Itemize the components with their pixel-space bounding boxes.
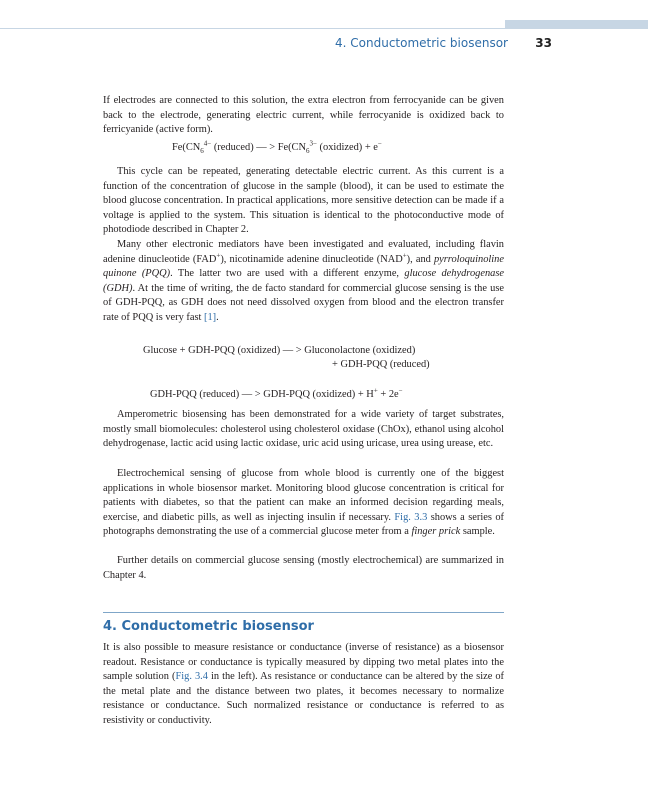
equation-gdh-pqq: GDH-PQQ (reduced) — > GDH-PQQ (oxidized) + H+ + 2e− <box>150 386 403 400</box>
reference-link-1[interactable]: [1] <box>204 311 217 323</box>
equation-glucose-line1: Glucose + GDH-PQQ (oxidized) — > Gluconolactone (oxidized) <box>143 345 416 356</box>
section-heading: 4. Conductometric biosensor <box>103 619 314 634</box>
section-divider <box>103 612 504 613</box>
page-number: 33 <box>535 36 552 50</box>
paragraph-5: Electrochemical sensing of glucose from whole blood is currently one of the biggest applications in whole biosensor market. Monitoring blood glucose concentration is critical for patients with diabetes, so that the patient can make an informed decision regarding meals, exercise, and diabetic pills, as well as injecting insulin if necessary. Fig. 3.3 shows a series of photographs demonstrating the use of a commercial glucose meter from a finger prick sample. <box>103 468 504 538</box>
paragraph-1: If electrodes are connected to this solution, the extra electron from ferrocyanide can be given back to the electrode, generating electric current, while ferrocyanide is oxidized back to ferricyanide (active form). <box>103 95 504 136</box>
paragraph-7: It is also possible to measure resistance or conductance (inverse of resistance) as a biosensor readout. Resistance or conductance is typically measured by dipping two metal plates into the sample solution (Fig. 3.4 in the left). As resistance or conductance can be altered by the size of the metal plate and the distance between two plates, it becomes necessary to normalize resistance or conductance. Such normalized resistance or conductance is referred to as resistivity or conductivity. <box>103 642 504 726</box>
paragraph-6: Further details on commercial glucose sensing (mostly electrochemical) are summarized in Chapter 4. <box>103 555 504 581</box>
paragraph-3: Many other electronic mediators have been investigated and evaluated, including flavin adenine dinucleotide (FAD+), nicotinamide adenine dinucleotide (NAD+), and pyrroloquinoline quinone (PQQ). The latter two are used with a different enzyme, glucose dehydrogenase (GDH). At the time of writing, the de facto standard for commercial glucose sensing is the use of GDH-PQQ, as GDH does not need dissolved oxygen from blood and the electron transfer rate of PQQ is very fast [1]. <box>103 239 504 323</box>
figure-link-3-3[interactable]: Fig. 3.3 <box>394 511 428 523</box>
header-rule <box>0 28 648 29</box>
running-head-title: 4. Conductometric biosensor <box>335 36 508 50</box>
figure-link-3-4[interactable]: Fig. 3.4 <box>175 671 208 683</box>
running-head <box>0 36 648 54</box>
paragraph-2: This cycle can be repeated, generating detectable electric current. As this current is a function of the concentration of glucose in the sample (blood), it can be used to estimate the blood glucose concentration. In practical applications, more sensitive detection can be made if a voltage is applied to the system. This situation is identical to the photoconductive mode of photodiode described in Chapter 2. <box>103 166 504 236</box>
equation-ferrocyanide: $Fe(CN_6^{4-}$ (reduced) — > $Fe(CN_6^{3-}$ (oxidized) + e− <box>172 139 382 156</box>
equation-glucose-line2: + GDH-PQQ (reduced) <box>332 359 430 370</box>
paragraph-4: Amperometric biosensing has been demonstrated for a wide variety of target substrates, mostly small biomolecules: cholesterol using cholesterol oxidase (ChOx), ethanol using alcohol dehydrogenase, lactic acid using lactic oxidase, uric acid using uricase, urea using urease, etc. <box>103 409 504 450</box>
